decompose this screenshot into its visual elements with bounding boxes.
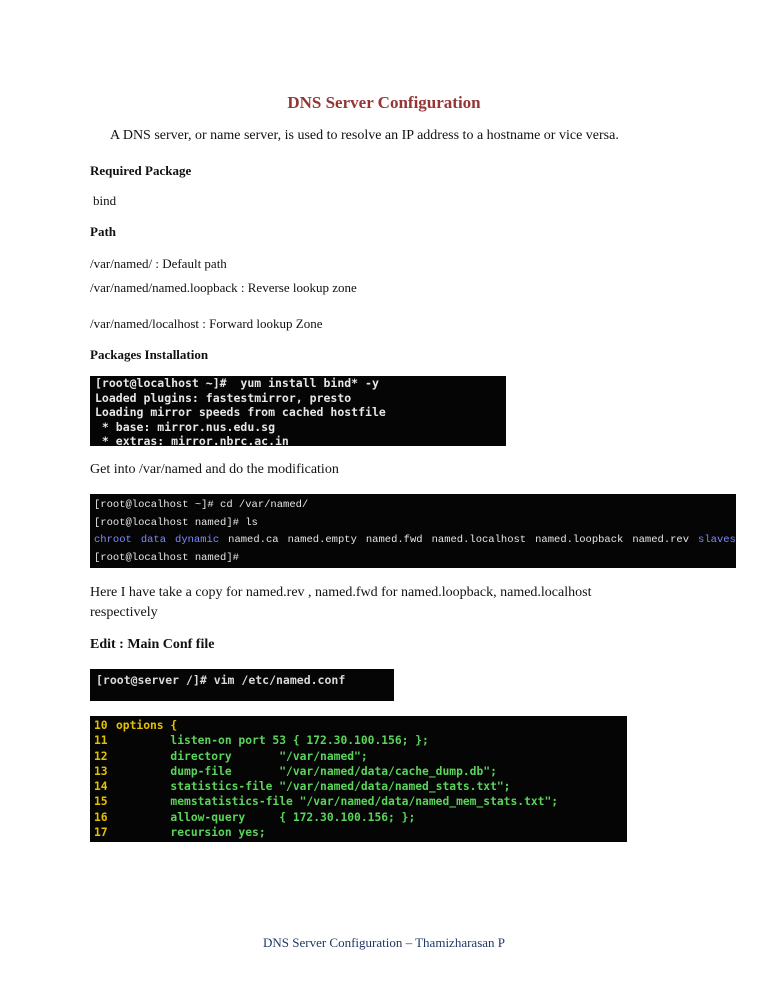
terminal-install-screenshot — [90, 376, 506, 446]
line-number: 17 — [94, 826, 108, 840]
page-footer: DNS Server Configuration – Thamizharasan P — [262, 935, 506, 950]
conf-line — [94, 749, 627, 764]
packages-installation-heading: Packages Installation — [90, 347, 209, 362]
terminal-line: Loading mirror speeds from cached hostfile — [95, 405, 386, 419]
edit-main-conf-heading: Edit : Main Conf file — [90, 637, 215, 652]
terminal-line: [root@localhost ~]# yum install bind* -y — [95, 376, 379, 390]
line-number: 16 — [94, 810, 108, 824]
path-heading: Path — [90, 224, 116, 239]
listing-entry: named.rev — [632, 534, 690, 546]
conf-line — [94, 825, 627, 840]
conf-code: statistics-file "/var/named/data/named_stats.txt"; — [116, 780, 511, 794]
line-number: 10 — [94, 719, 108, 732]
required-package-heading: Required Package — [90, 163, 192, 178]
conf-code: memstatistics-file "/var/named/data/named_mem_stats.txt"; — [116, 795, 559, 809]
line-number: 11 — [94, 734, 108, 748]
terminal-line: Loaded plugins: fastestmirror, presto — [95, 390, 352, 405]
path-default: /var/named/ : Default path — [90, 256, 227, 271]
conf-code: allow-query { 172.30.100.156; }; — [116, 810, 416, 824]
listing-entry: dynamic — [175, 534, 220, 546]
page-title: DNS Server Configuration — [287, 93, 481, 112]
required-package-value: bind — [93, 193, 117, 208]
listing-entry: named.fwd — [365, 534, 423, 546]
line-number: 12 — [94, 749, 108, 763]
terminal-line: [root@server /]# vim /etc/named.conf — [96, 673, 346, 687]
listing-entry: named.empty — [287, 534, 357, 546]
conf-code: directory "/var/named"; — [116, 749, 368, 763]
terminal-conf-screenshot — [90, 716, 627, 842]
path-forward-zone: /var/named/localhost : Forward lookup Zone — [90, 316, 323, 331]
terminal-vim-screenshot — [90, 669, 394, 701]
conf-code: dump-file "/var/named/data/cache_dump.db"; — [116, 764, 497, 778]
listing-entry: named.loopback — [535, 534, 624, 546]
intro-paragraph: A DNS server, or name server, is used to resolve an IP address to a hostname or vice versa. — [110, 128, 619, 143]
terminal-line: [root@localhost named]# — [94, 551, 239, 564]
listing-entry: data — [140, 534, 167, 546]
listing-entry: slaves — [698, 534, 736, 546]
line-number: 15 — [94, 795, 108, 809]
terminal-line: [root@localhost ~]# cd /var/named/ — [94, 499, 309, 511]
line-number: 13 — [94, 764, 108, 778]
get-into-text: Get into /var/named and do the modification — [90, 462, 339, 477]
conf-line — [94, 794, 627, 809]
listing-entry: named.ca — [228, 534, 279, 546]
terminal-line: * extras: mirror.nbrc.ac.in — [95, 434, 289, 446]
conf-line — [94, 810, 627, 825]
conf-line — [94, 733, 627, 748]
conf-code: recursion yes; — [116, 826, 266, 840]
directory-listing — [94, 532, 736, 550]
listing-entry: named.localhost — [431, 534, 527, 546]
terminal-line: * base: mirror.nus.edu.sg — [95, 419, 276, 434]
copy-note-line-2: respectively — [90, 605, 158, 620]
conf-line — [94, 764, 627, 779]
conf-line — [94, 779, 627, 794]
copy-note-line-1: Here I have take a copy for named.rev , named.fwd for named.loopback, named.localhost — [90, 585, 592, 600]
conf-line — [94, 718, 627, 733]
path-reverse-zone: /var/named/named.loopback : Reverse lookup zone — [90, 280, 357, 295]
listing-entry: chroot — [94, 534, 132, 546]
terminal-ls-screenshot — [90, 494, 736, 568]
line-number: 14 — [94, 780, 108, 794]
conf-code: options { — [116, 719, 178, 732]
terminal-line: [root@localhost named]# ls — [94, 516, 258, 529]
conf-code: listen-on port 53 { 172.30.100.156; }; — [116, 734, 429, 748]
